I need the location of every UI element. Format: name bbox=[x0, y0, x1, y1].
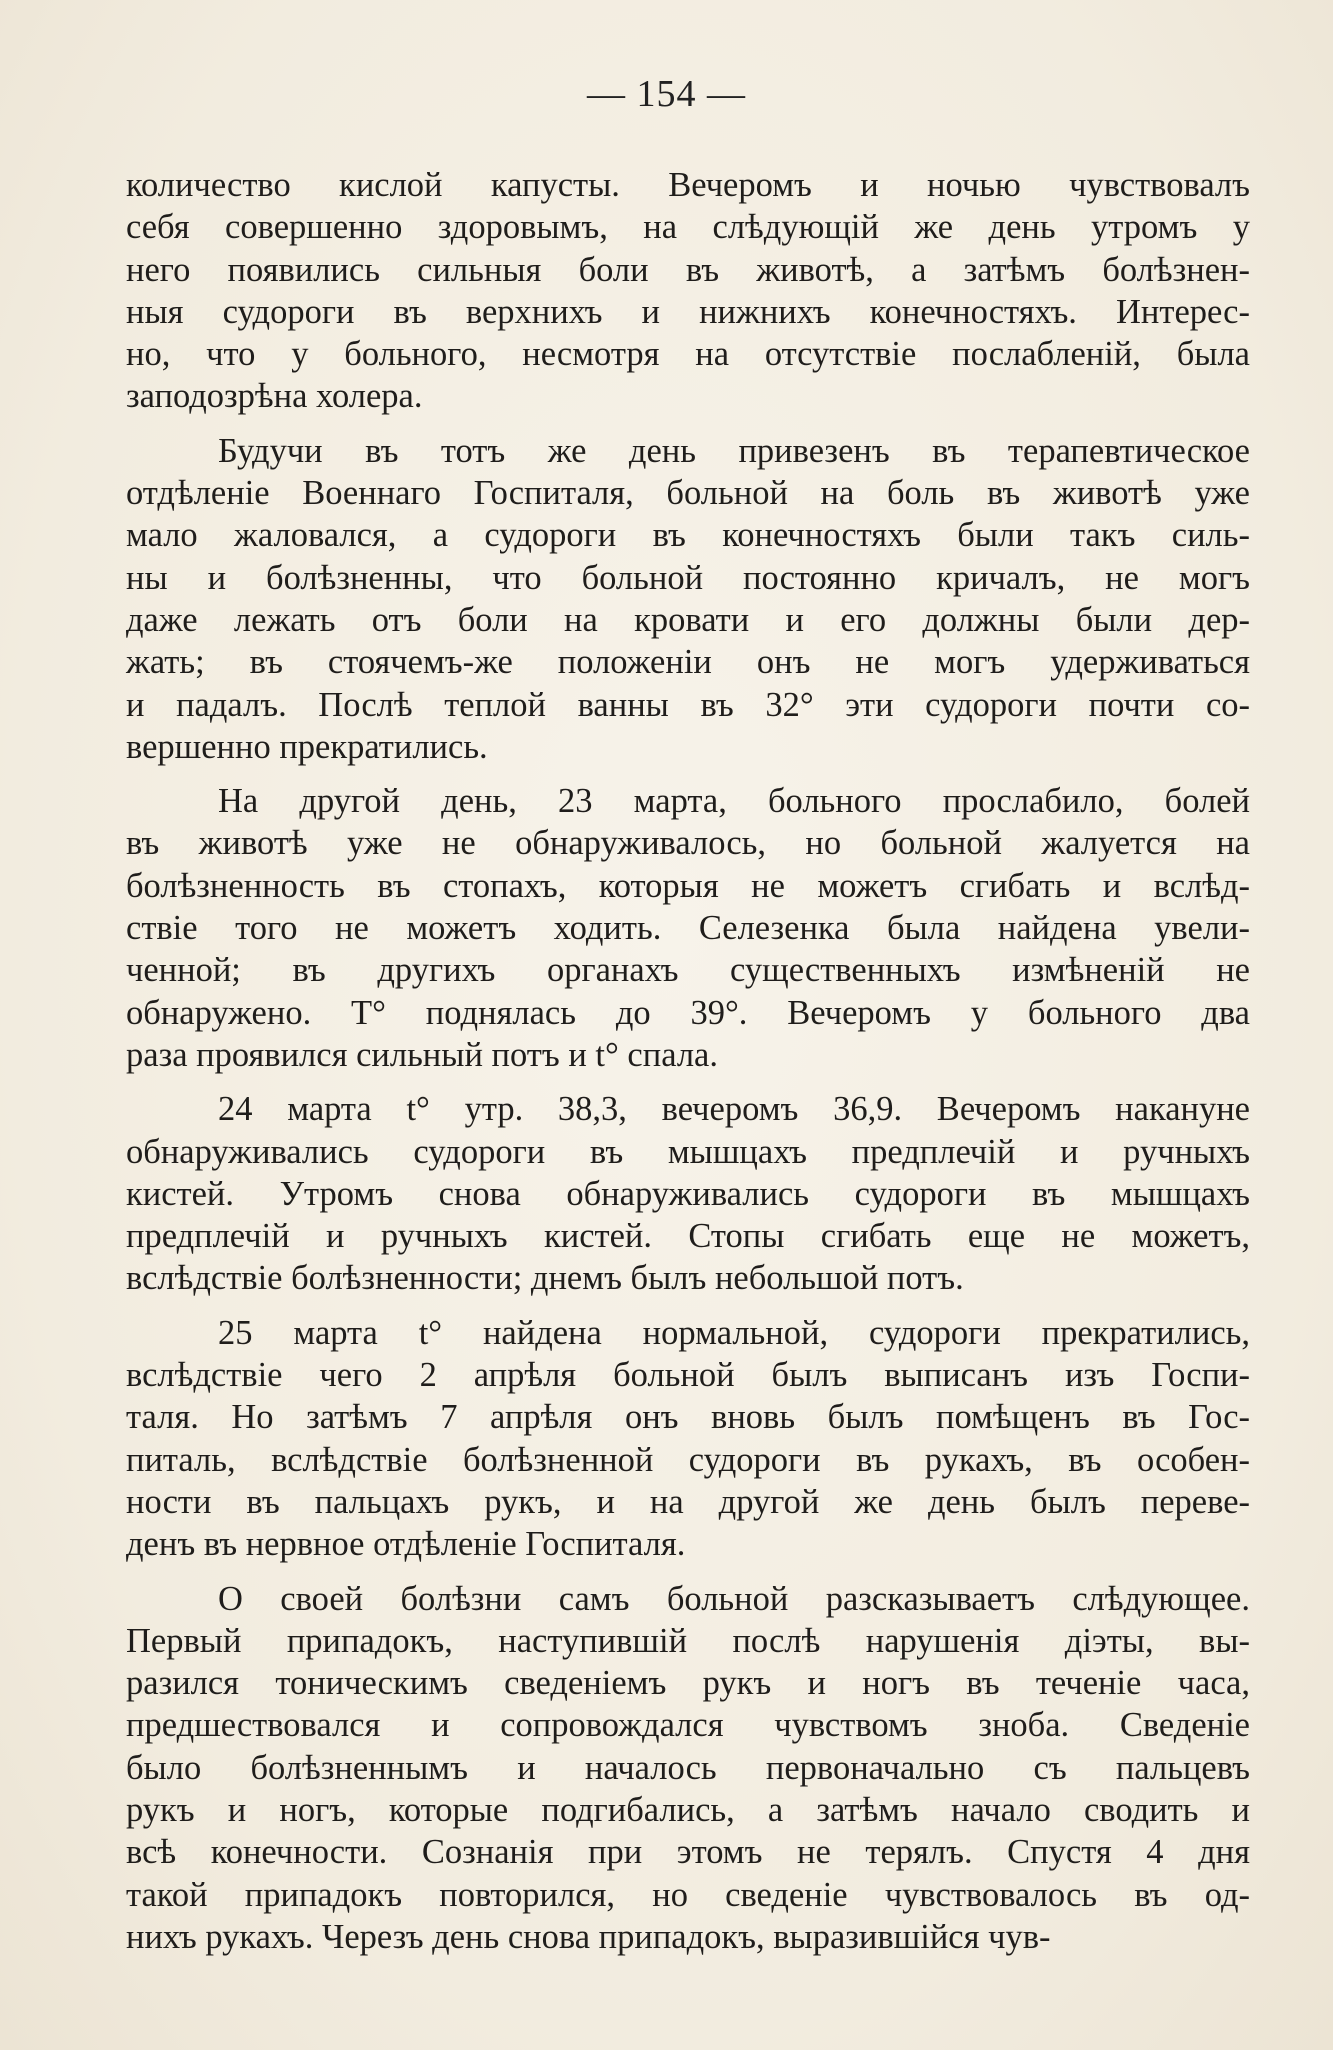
page-number: — 154 — bbox=[587, 73, 746, 115]
text-line: обнаруживались судороги въ мышцахъ предплечій и ручныхъ bbox=[126, 1132, 1250, 1171]
text-line: О своей болѣзни самъ больной разсказываетъ слѣдующее. bbox=[218, 1579, 1250, 1618]
text-line: него появились сильныя боли въ животѣ, а затѣмъ болѣзнен- bbox=[126, 250, 1250, 289]
text-line: вслѣдствіе болѣзненности; днемъ былъ небольшой потъ. bbox=[126, 1259, 964, 1298]
text-line: себя совершенно здоровымъ, на слѣдующій же день утромъ у bbox=[126, 208, 1250, 247]
text-line: болѣзненность въ стопахъ, которыя не можетъ сгибать и вслѣд- bbox=[126, 866, 1250, 905]
text-line: На другой день, 23 марта, больного прослабило, болей bbox=[218, 782, 1250, 821]
paragraph bbox=[126, 430, 1250, 768]
text-line: 25 марта t° найдена нормальной, судороги прекратились, bbox=[218, 1313, 1250, 1352]
paragraph bbox=[126, 780, 1250, 1076]
text-line: таля. Но затѣмъ 7 апрѣля онъ вновь былъ помѣщенъ въ Гос- bbox=[126, 1398, 1250, 1437]
paragraph bbox=[126, 1312, 1250, 1566]
text-line: предшествовался и сопровождался чувствомъ зноба. Сведеніе bbox=[126, 1706, 1250, 1745]
text-line: ченной; въ другихъ органахъ существенныхъ измѣненій не bbox=[126, 951, 1250, 990]
text-line: такой припадокъ повторился, но сведеніе чувствовалось въ од- bbox=[126, 1875, 1250, 1914]
text-line: ныя судороги въ верхнихъ и нижнихъ конечностяхъ. Интерес- bbox=[126, 292, 1250, 331]
text-line: отдѣленіе Военнаго Госпиталя, больной на боль въ животѣ уже bbox=[126, 474, 1250, 513]
text-line: но, что у больного, несмотря на отсутствіе послабленій, была bbox=[126, 335, 1250, 374]
text-line: было болѣзненнымъ и началось первоначально съ пальцевъ bbox=[126, 1748, 1250, 1787]
paragraph bbox=[126, 1578, 1250, 1959]
text-line: 24 марта t° утр. 38,3, вечеромъ 36,9. Вечеромъ накануне bbox=[218, 1090, 1250, 1129]
text-line: вершенно прекратились. bbox=[126, 727, 488, 766]
text-line: и падалъ. Послѣ теплой ванны въ 32° эти судороги почти со- bbox=[126, 685, 1250, 724]
text-line: разился тоническимъ сведеніемъ рукъ и ногъ въ теченіе часа, bbox=[126, 1664, 1250, 1703]
text-line: всѣ конечности. Сознанія при этомъ не терялъ. Спустя 4 дня bbox=[126, 1833, 1250, 1872]
text-line: ствіе того не можетъ ходить. Селезенка была найдена увели- bbox=[126, 909, 1250, 948]
text-line: предплечій и ручныхъ кистей. Стопы сгибать еще не можетъ, bbox=[126, 1217, 1250, 1256]
text-line: рукъ и ногъ, которые подгибались, а затѣмъ начало сводить и bbox=[126, 1790, 1250, 1829]
text-line: обнаружено. T° поднялась до 39°. Вечеромъ у больного два bbox=[126, 993, 1250, 1032]
paragraph bbox=[126, 164, 1250, 418]
text-line: количество кислой капусты. Вечеромъ и ночью чувствовалъ bbox=[126, 166, 1250, 204]
text-line: заподозрѣна холера. bbox=[126, 377, 423, 416]
paragraph bbox=[126, 1088, 1250, 1299]
text-line: даже лежать отъ боли на кровати и его должны были дер- bbox=[126, 600, 1250, 639]
text-line: мало жаловался, а судороги въ конечностяхъ были такъ силь- bbox=[126, 516, 1250, 555]
text-line: кистей. Утромъ снова обнаруживались судороги въ мышцахъ bbox=[126, 1174, 1250, 1213]
text-line: ны и болѣзненны, что больной постоянно кричалъ, не могъ bbox=[126, 558, 1250, 597]
text-line: питаль, вслѣдствіе болѣзненной судороги въ рукахъ, въ особен- bbox=[126, 1440, 1250, 1479]
text-line: раза проявился сильный потъ и t° спала. bbox=[126, 1035, 718, 1074]
text-line: Первый припадокъ, наступившій послѣ нарушенія діэты, вы- bbox=[126, 1621, 1250, 1660]
body-text bbox=[126, 164, 1250, 1970]
text-line: Будучи въ тотъ же день привезенъ въ терапевтическое bbox=[218, 431, 1250, 470]
text-line: денъ въ нервное отдѣленіе Госпиталя. bbox=[126, 1525, 686, 1564]
text-line: вслѣдствіе чего 2 апрѣля больной былъ выписанъ изъ Госпи- bbox=[126, 1356, 1250, 1395]
text-line: въ животѣ уже не обнаруживалось, но больной жалуется на bbox=[126, 824, 1250, 863]
text-line: ности въ пальцахъ рукъ, и на другой же день былъ переве- bbox=[126, 1482, 1250, 1521]
text-line: жать; въ стоячемъ-же положеніи онъ не могъ удерживаться bbox=[126, 643, 1250, 682]
text-line: нихъ рукахъ. Черезъ день снова припадокъ, выразившійся чув- bbox=[126, 1917, 1051, 1956]
